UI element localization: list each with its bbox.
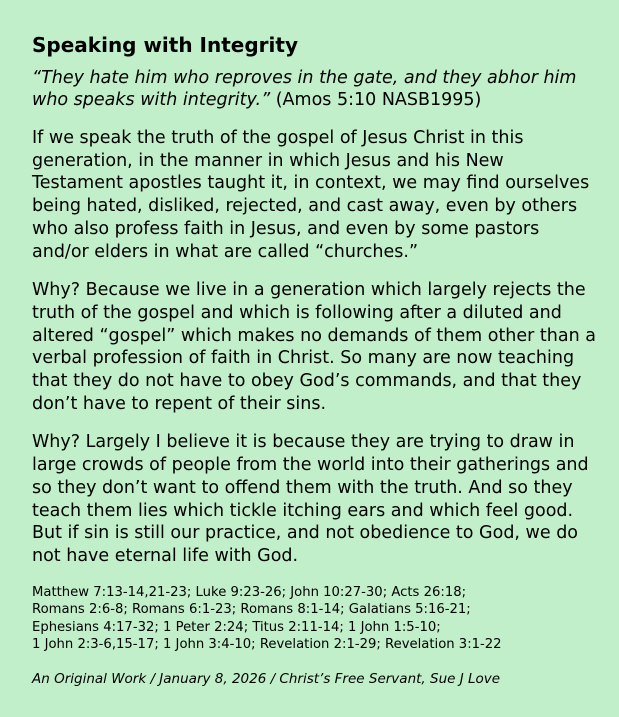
quote-text: “They hate him who reproves in the gate, and they abhor him who speaks with integrity.” (32, 68, 577, 110)
paragraph: Why? Largely I believe it is because they are trying to draw in large crowds of people from the world into their gatherings and so they don’t want to offend them with the truth. And so they teach them lies which tickle itching ears and which feel good. But if sin is still our practice, and not obedience to God, we do not have eternal life with God. (32, 432, 589, 566)
paragraph: Why? Because we live in a generation which largely rejects the truth of the gospel and which is following after a diluted and altered “gospel” which makes no demands of them other than a verbal profession of faith in Christ. So many are now teaching that they do not have to obey God’s commands, and that they don’t have to repent of their sins. (32, 280, 596, 414)
scripture-reference-line: Ephesians 4:17-32; 1 Peter 2:24; Titus 2:11-14; 1 John 1:5-10; (32, 619, 441, 635)
scripture-reference-line: Matthew 7:13-14,21-23; Luke 9:23-26; John 10:27-30; Acts 26:18; (32, 584, 467, 600)
article-title: Speaking with Integrity (32, 33, 298, 57)
quote-reference: (Amos 5:10 NASB1995) (275, 90, 482, 110)
paragraph: If we speak the truth of the gospel of Jesus Christ in this generation, in the manner in which Jesus and his New Testament apostles taught it, in context, we may find ourselves being hated, disliked, rejected, and cast away, even by others who also profess faith in Jesus, and even by some pastors and/or elders in what are called “churches.” (32, 128, 590, 262)
scripture-quote (32, 67, 599, 111)
scripture-reference-line: 1 John 2:3-6,15-17; 1 John 3:4-10; Revelation 2:1-29; Revelation 3:1-22 (32, 637, 502, 653)
scripture-references (32, 584, 599, 654)
scripture-reference-line: Romans 2:6-8; Romans 6:1-23; Romans 8:1-14; Galatians 5:16-21; (32, 602, 471, 618)
attribution-footer: An Original Work / January 8, 2026 / Christ’s Free Servant, Sue J Love (32, 670, 501, 687)
